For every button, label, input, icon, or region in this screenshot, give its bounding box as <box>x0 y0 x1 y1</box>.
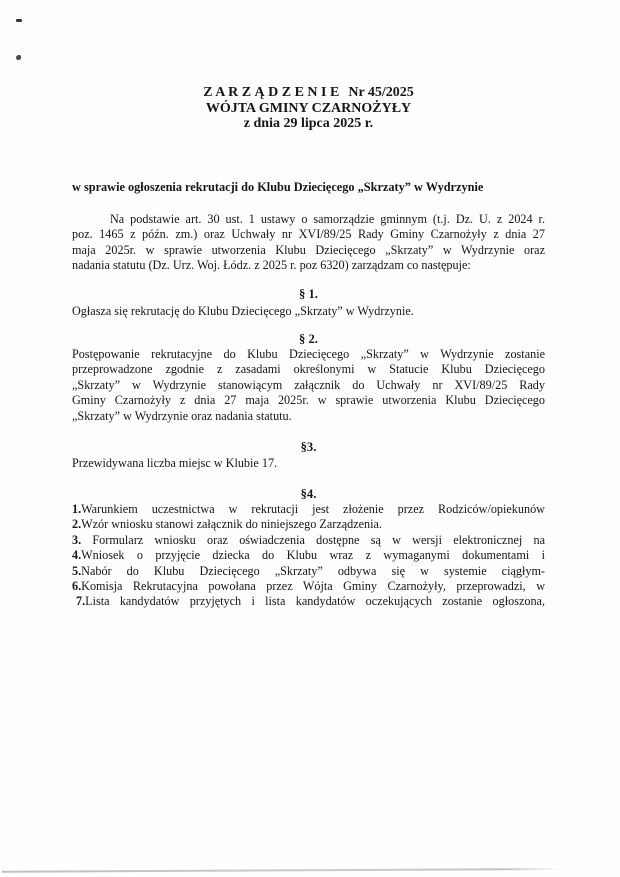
text-line: przeprowadzone zgodnie z zasadami określonymi w Statucie Klubu Dziecięcego <box>72 362 545 377</box>
text-line: nadania statutu (Dz. Urz. Woj. Łódz. z 2025 r. poz 6320) zarządzam co następuje: <box>72 258 471 273</box>
title-decree-number: Nr 45/2025 <box>348 85 414 100</box>
section-3-body <box>72 456 545 471</box>
scan-speck <box>16 19 22 22</box>
preamble-paragraph <box>72 212 545 274</box>
text-line <box>72 517 545 532</box>
section-1-body <box>72 304 545 319</box>
title-line-decree <box>72 85 545 101</box>
item-number: 3. <box>72 532 82 547</box>
text-line <box>72 533 545 548</box>
text-line: Ogłasza się rekrutację do Klubu Dziecięcego „Skrzaty” w Wydrzynie. <box>72 304 414 318</box>
item-number: 1. <box>72 502 82 516</box>
scan-speck <box>16 55 21 60</box>
section-2-heading: § 2. <box>299 332 318 346</box>
text-line <box>72 579 545 594</box>
section-3-heading: §3. <box>300 440 317 454</box>
document-title <box>72 85 545 132</box>
title-decree-word: Z A R Z Ą D Z E N I E <box>203 85 340 100</box>
section-4-body <box>72 502 545 610</box>
text-line: „Skrzaty” w Wydrzynie stanowiącym załącznik do Uchwały nr XVI/89/25 Rady <box>72 377 545 392</box>
text-line: Przewidywana liczba miejsc w Klubie 17. <box>72 456 278 470</box>
text-line: Na podstawie art. 30 ust. 1 ustawy o samorządzie gminnym (t.j. Dz. U. z 2024 r. <box>110 212 545 226</box>
text-line: Postępowanie rekrutacyjne do Klubu Dziecięcego „Skrzaty” w Wydrzynie zostanie <box>72 347 545 361</box>
item-text: Warunkiem uczestnictwa w rekrutacji jest złożenie przez Rodziców/opiekunów <box>81 502 545 516</box>
document-content <box>72 0 545 877</box>
title-line-date: z dnia 29 lipca 2025 r. <box>243 116 374 131</box>
item-text: Komisja Rekrutacyjna powołana przez Wójta Gminy Czarnożyły, przeprowadzi, w <box>81 579 545 594</box>
item-text: Nabór do Klubu Dziecięcego „Skrzaty” odbywa się w systemie ciągłym- <box>81 563 545 578</box>
section-2-body <box>72 347 545 424</box>
item-number: 5. <box>72 563 82 578</box>
subject-line: w sprawie ogłoszenia rekrutacji do Klubu Dziecięcego „Skrzaty” w Wydrzynie <box>72 180 484 194</box>
text-line: Gminy Czarnożyły z dnia 27 maja 2025r. w sprawie utworzenia Klubu Dziecięcego <box>72 393 545 408</box>
item-text: Lista kandydatów przyjętych i lista kandydatów oczekujących zostanie ogłoszona, <box>85 594 545 609</box>
text-line <box>72 594 545 609</box>
item-text: Wniosek o przyjęcie dziecka do Klubu wraz z wymaganymi dokumentami i <box>81 548 545 563</box>
item-number: 2. <box>72 517 82 532</box>
text-line: „Skrzaty” w Wydrzynie oraz nadania statutu. <box>72 408 292 423</box>
item-number: 7. <box>76 594 86 609</box>
text-line <box>72 502 545 517</box>
text-line: maja 2025r. w sprawie utworzenia Klubu Dziecięcego „Skrzaty” w Wydrzynie oraz <box>72 242 545 257</box>
item-text: Formularz wniosku oraz oświadczenia dostępne są w wersji elektronicznej na <box>81 532 545 547</box>
title-line-authority: WÓJTA GMINY CZARNOŻYŁY <box>205 100 412 116</box>
text-line <box>72 564 545 579</box>
item-number: 6. <box>72 579 82 594</box>
item-number: 4. <box>72 548 82 563</box>
section-1-heading: § 1. <box>299 287 318 301</box>
text-line: poz. 1465 z późn. zm.) oraz Uchwały nr XVI/89/25 Rady Gminy Czarnożyły z dnia 27 <box>72 227 545 242</box>
section-4-heading: §4. <box>300 487 317 501</box>
item-text: Wzór wniosku stanowi załącznik do niniejszego Zarządzenia. <box>81 517 382 532</box>
text-line <box>72 548 545 563</box>
